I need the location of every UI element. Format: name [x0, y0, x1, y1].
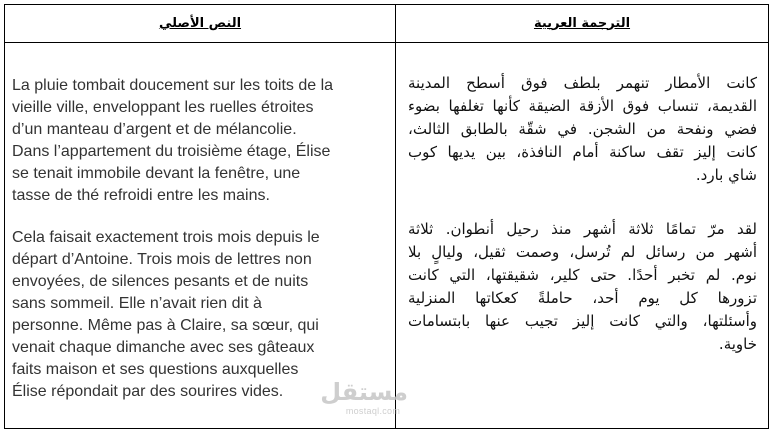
translation-text-line: كانت إليز تقف ساكنة أمام النافذة، بين يديها كوب	[408, 143, 757, 161]
original-text-line: personne. Même pas à Claire, sa sœur, qui	[12, 317, 319, 334]
translation-text-line: القديمة، تنساب فوق الأزقة الضيقة كأنها تغلفها بضوء	[408, 97, 757, 115]
header-original-text: النص الأصلي	[158, 15, 242, 31]
original-text-line: faits maison et ses questions auxquelles	[12, 361, 299, 378]
original-paragraph	[12, 227, 392, 403]
translation-text-line: لقد مرّ تمامًا ثلاثة أشهر منذ رحيل أنطوان. ثلاثة	[408, 220, 757, 238]
translation-text-line: شاي بارد.	[695, 166, 757, 184]
original-paragraph	[12, 75, 392, 207]
translation-text-line: تزورها كل يوم أحد، حاملةً كعكاتها المنزلية	[408, 289, 757, 307]
translation-text-line: أشهر من رسائل لم تُرسل، وصمت ثقيل، وليالٍ بلا	[408, 243, 757, 261]
original-text-line: venait chaque dimanche avec ses gâteaux	[12, 339, 315, 356]
translation-text-line: نوم. لم تخبر أحدًا. حتى كلير، شقيقتها، التي كانت	[408, 266, 757, 284]
original-text-line: vieille ville, enveloppant les ruelles étroites	[12, 99, 314, 116]
original-text-line: La pluie tombait doucement sur les toits de la	[12, 77, 334, 94]
original-text-line: envoyées, de silences pesants et de nuits	[12, 273, 309, 290]
original-text-line: se tenait immobile devant la fenêtre, une	[12, 165, 301, 182]
watermark-logo-text: مستقل	[320, 378, 408, 406]
original-text-line: tasse de thé refroidi entre les mains.	[12, 187, 270, 204]
header-cell-original	[5, 5, 395, 42]
translation-text-cell	[396, 43, 768, 428]
original-text-line: sans sommeil. Elle n’avait rien dit à	[12, 295, 262, 312]
header-cell-translation	[396, 5, 768, 42]
translation-text-line: خاوية.	[718, 335, 757, 353]
original-text-line: Cela faisait exactement trois mois depuis le	[12, 229, 320, 246]
translation-paragraph	[408, 72, 757, 187]
translation-text-line: كانت الأمطار تنهمر بلطف فوق أسطح المدينة	[408, 74, 757, 92]
header-translation-text: الترجمة العربية	[533, 15, 631, 31]
mostaql-watermark	[320, 378, 408, 417]
original-text-line: Dans l’appartement du troisième étage, Élise	[12, 143, 331, 160]
watermark-site-text: mostaql.com	[345, 406, 401, 416]
original-text-line: d’un manteau d’argent et de mélancolie.	[12, 121, 297, 138]
original-text-cell	[5, 43, 395, 428]
translation-paragraph	[408, 218, 757, 356]
original-text-line: départ d’Antoine. Trois mois de lettres non	[12, 251, 312, 268]
translation-text-line: وأسئلتها، والتي كانت إليز تجيب عنها بابتسامات	[408, 312, 757, 330]
original-text-line: Élise répondait par des sourires vides.	[12, 383, 284, 400]
translation-text-line: فضي ونفحة من الشجن. في شقّة بالطابق الثالث،	[408, 120, 757, 138]
